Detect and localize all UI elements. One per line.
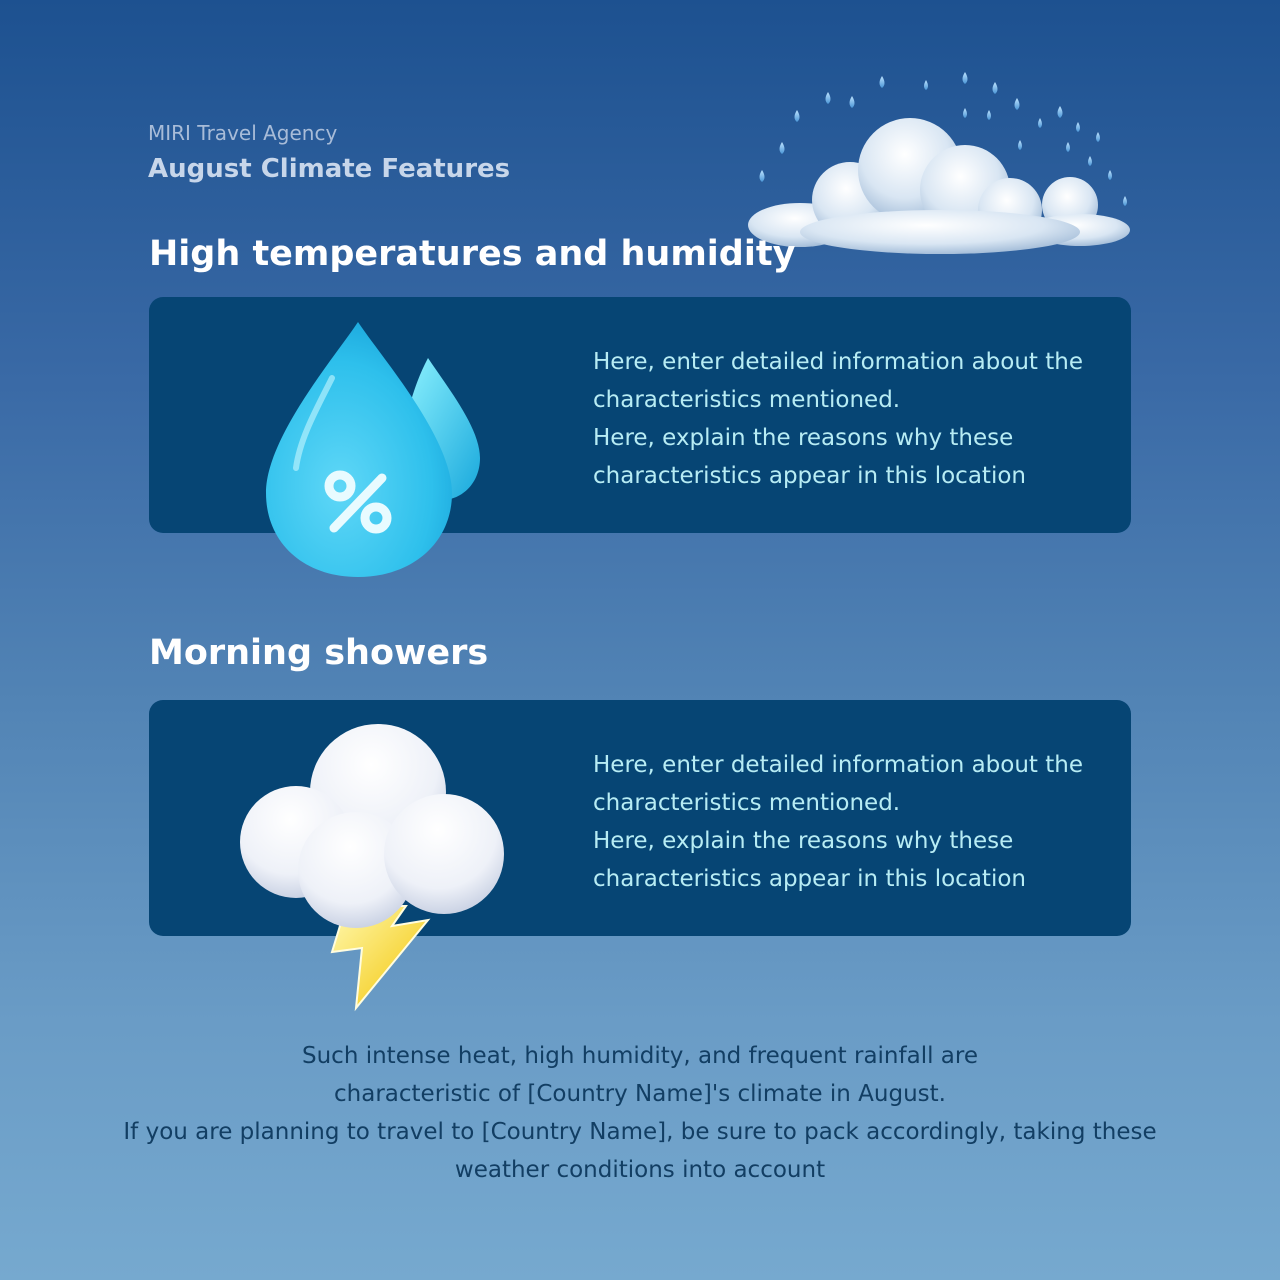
storm-cloud-icon xyxy=(236,720,508,1012)
card-text-line: Here, explain the reasons why these xyxy=(593,425,1014,451)
footer-note xyxy=(0,1037,1280,1189)
card-description xyxy=(593,343,1113,495)
card-text-line: characteristics mentioned. xyxy=(593,790,901,816)
card-text-line: Here, enter detailed information about the xyxy=(593,752,1084,778)
page-subtitle: August Climate Features xyxy=(148,154,511,184)
humidity-drop-icon xyxy=(262,318,484,580)
card-text-line: characteristics appear in this location xyxy=(593,866,1026,892)
footer-line: characteristic of [Country Name]'s climate in August. xyxy=(334,1081,946,1107)
card-text-line: characteristics appear in this location xyxy=(593,463,1026,489)
agency-name: MIRI Travel Agency xyxy=(148,121,338,145)
card-text-line: characteristics mentioned. xyxy=(593,387,901,413)
footer-line: weather conditions into account xyxy=(454,1157,826,1183)
section-title-humidity: High temperatures and humidity xyxy=(149,234,796,274)
card-text-line: Here, explain the reasons why these xyxy=(593,828,1014,854)
card-description xyxy=(593,746,1113,898)
card-text-line: Here, enter detailed information about the xyxy=(593,349,1084,375)
rain-cloud-icon xyxy=(740,60,1140,260)
footer-line: Such intense heat, high humidity, and frequent rainfall are xyxy=(302,1043,978,1069)
section-title-showers: Morning showers xyxy=(149,633,489,673)
footer-line: If you are planning to travel to [Country Name], be sure to pack accordingly, taking these xyxy=(123,1119,1157,1145)
